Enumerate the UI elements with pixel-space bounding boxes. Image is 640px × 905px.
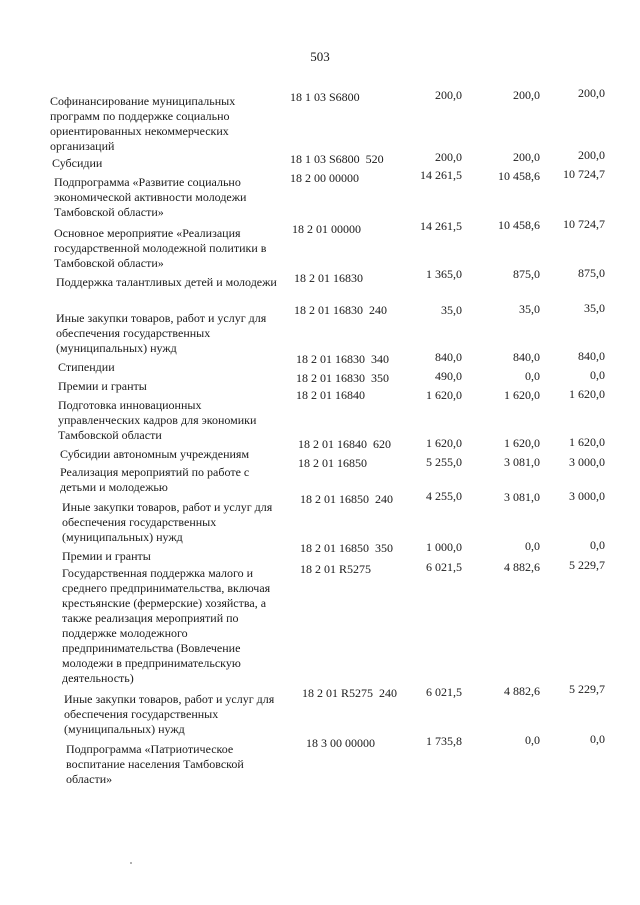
row-value-1: 14 261,5 xyxy=(420,168,462,182)
row-value-2: 10 458,6 xyxy=(498,218,540,232)
row-code: 18 2 01 16840 xyxy=(296,388,365,402)
row-value-1: 5 255,0 xyxy=(426,455,462,469)
row-code: 18 2 01 16830 350 xyxy=(296,371,389,385)
row-value-3: 10 724,7 xyxy=(563,217,605,231)
row-value-1: 200,0 xyxy=(435,150,462,164)
row-code: 18 3 00 00000 xyxy=(306,736,375,750)
row-code: 18 2 01 16850 350 xyxy=(300,541,393,555)
row-code: 18 2 01 R5275 xyxy=(300,562,372,576)
row-value-2: 10 458,6 xyxy=(498,169,540,183)
row-name: Премии и гранты xyxy=(62,549,151,563)
row-value-1: 1 620,0 xyxy=(426,388,462,402)
scan-speck xyxy=(130,862,132,864)
row-value-1: 1 620,0 xyxy=(426,436,462,450)
row-name: Иные закупки товаров, работ и услуг для обеспечения государственных (муниципальных) нужд xyxy=(62,500,273,544)
row-value-1: 840,0 xyxy=(435,350,462,364)
row-name: Подготовка инновационных управленческих кадров для экономики Тамбовской области xyxy=(58,398,257,442)
row-value-2: 0,0 xyxy=(525,369,540,383)
row-value-3: 840,0 xyxy=(578,349,605,363)
row-value-3: 1 620,0 xyxy=(569,435,605,449)
row-value-3: 0,0 xyxy=(590,538,605,552)
row-value-1: 1 735,8 xyxy=(426,734,462,748)
row-value-1: 1 000,0 xyxy=(426,540,462,554)
row-value-2: 840,0 xyxy=(513,350,540,364)
row-name: Подпрограмма «Патриотическое воспитание населения Тамбовской области» xyxy=(66,742,244,786)
row-value-3: 5 229,7 xyxy=(569,682,605,696)
row-value-2: 0,0 xyxy=(525,733,540,747)
row-value-3: 3 000,0 xyxy=(569,489,605,503)
row-code: 18 2 01 16830 240 xyxy=(294,303,387,317)
row-name: Государственная поддержка малого и среднего предпринимательства, включая крестьянские (фермерские) хозяйства, а также реализация мероприятий по поддержке молодежного предпринимательства (Вовлечение молодежи в предпринимательскую деятельность) xyxy=(62,566,271,685)
row-value-2: 4 882,6 xyxy=(504,684,540,698)
row-value-1: 35,0 xyxy=(441,303,462,317)
row-value-1: 6 021,5 xyxy=(426,685,462,699)
row-value-1: 4 255,0 xyxy=(426,489,462,503)
row-code: 18 2 00 00000 xyxy=(290,171,359,185)
row-value-2: 200,0 xyxy=(513,150,540,164)
row-code: 18 2 01 16830 340 xyxy=(296,352,389,366)
row-code: 18 1 03 S6800 xyxy=(290,90,360,104)
row-value-3: 875,0 xyxy=(578,266,605,280)
row-value-2: 1 620,0 xyxy=(504,388,540,402)
row-name: Софинансирование муниципальных программ по поддержке социально ориентированных некоммерческих организаций xyxy=(50,94,236,153)
row-value-2: 200,0 xyxy=(513,88,540,102)
row-value-1: 14 261,5 xyxy=(420,219,462,233)
row-value-3: 0,0 xyxy=(590,368,605,382)
row-value-1: 6 021,5 xyxy=(426,560,462,574)
row-code: 18 2 01 R5275 240 xyxy=(302,686,398,700)
row-name: Основное мероприятие «Реализация государственной молодежной политики в Тамбовской области» xyxy=(54,226,267,270)
row-value-3: 3 000,0 xyxy=(569,455,605,469)
row-code: 18 2 01 16840 620 xyxy=(298,437,391,451)
row-value-1: 1 365,0 xyxy=(426,267,462,281)
row-value-1: 200,0 xyxy=(435,88,462,102)
row-name: Субсидии автономным учреждениям xyxy=(60,447,250,461)
row-code: 18 2 01 16850 240 xyxy=(300,492,393,506)
row-name: Подпрограмма «Развитие социально экономической активности молодежи Тамбовской области» xyxy=(54,175,247,219)
row-value-2: 875,0 xyxy=(513,267,540,281)
row-code: 18 2 01 00000 xyxy=(292,222,361,236)
row-value-2: 35,0 xyxy=(519,302,540,316)
row-value-3: 5 229,7 xyxy=(569,558,605,572)
row-value-3: 35,0 xyxy=(584,301,605,315)
row-value-2: 0,0 xyxy=(525,539,540,553)
row-name: Поддержка талантливых детей и молодежи xyxy=(56,275,277,289)
row-value-2: 1 620,0 xyxy=(504,436,540,450)
row-code: 18 2 01 16830 xyxy=(294,271,363,285)
row-name: Иные закупки товаров, работ и услуг для обеспечения государственных (муниципальных) нужд xyxy=(56,311,267,355)
row-name: Премии и гранты xyxy=(58,379,147,393)
row-name: Стипендии xyxy=(58,360,115,374)
row-code: 18 1 03 S6800 520 xyxy=(290,152,384,166)
row-value-3: 0,0 xyxy=(590,732,605,746)
row-value-3: 200,0 xyxy=(578,148,605,162)
row-value-3: 200,0 xyxy=(578,86,605,100)
page-number: 503 xyxy=(310,49,330,64)
row-value-2: 3 081,0 xyxy=(504,490,540,504)
row-name: Иные закупки товаров, работ и услуг для обеспечения государственных (муниципальных) нужд xyxy=(64,692,275,736)
row-value-1: 490,0 xyxy=(435,369,462,383)
row-value-2: 3 081,0 xyxy=(504,455,540,469)
row-code: 18 2 01 16850 xyxy=(298,456,367,470)
row-value-3: 1 620,0 xyxy=(569,387,605,401)
row-value-3: 10 724,7 xyxy=(563,167,605,181)
row-name: Субсидии xyxy=(52,156,103,170)
row-name: Реализация мероприятий по работе с детьми и молодежью xyxy=(60,465,250,494)
row-value-2: 4 882,6 xyxy=(504,560,540,574)
